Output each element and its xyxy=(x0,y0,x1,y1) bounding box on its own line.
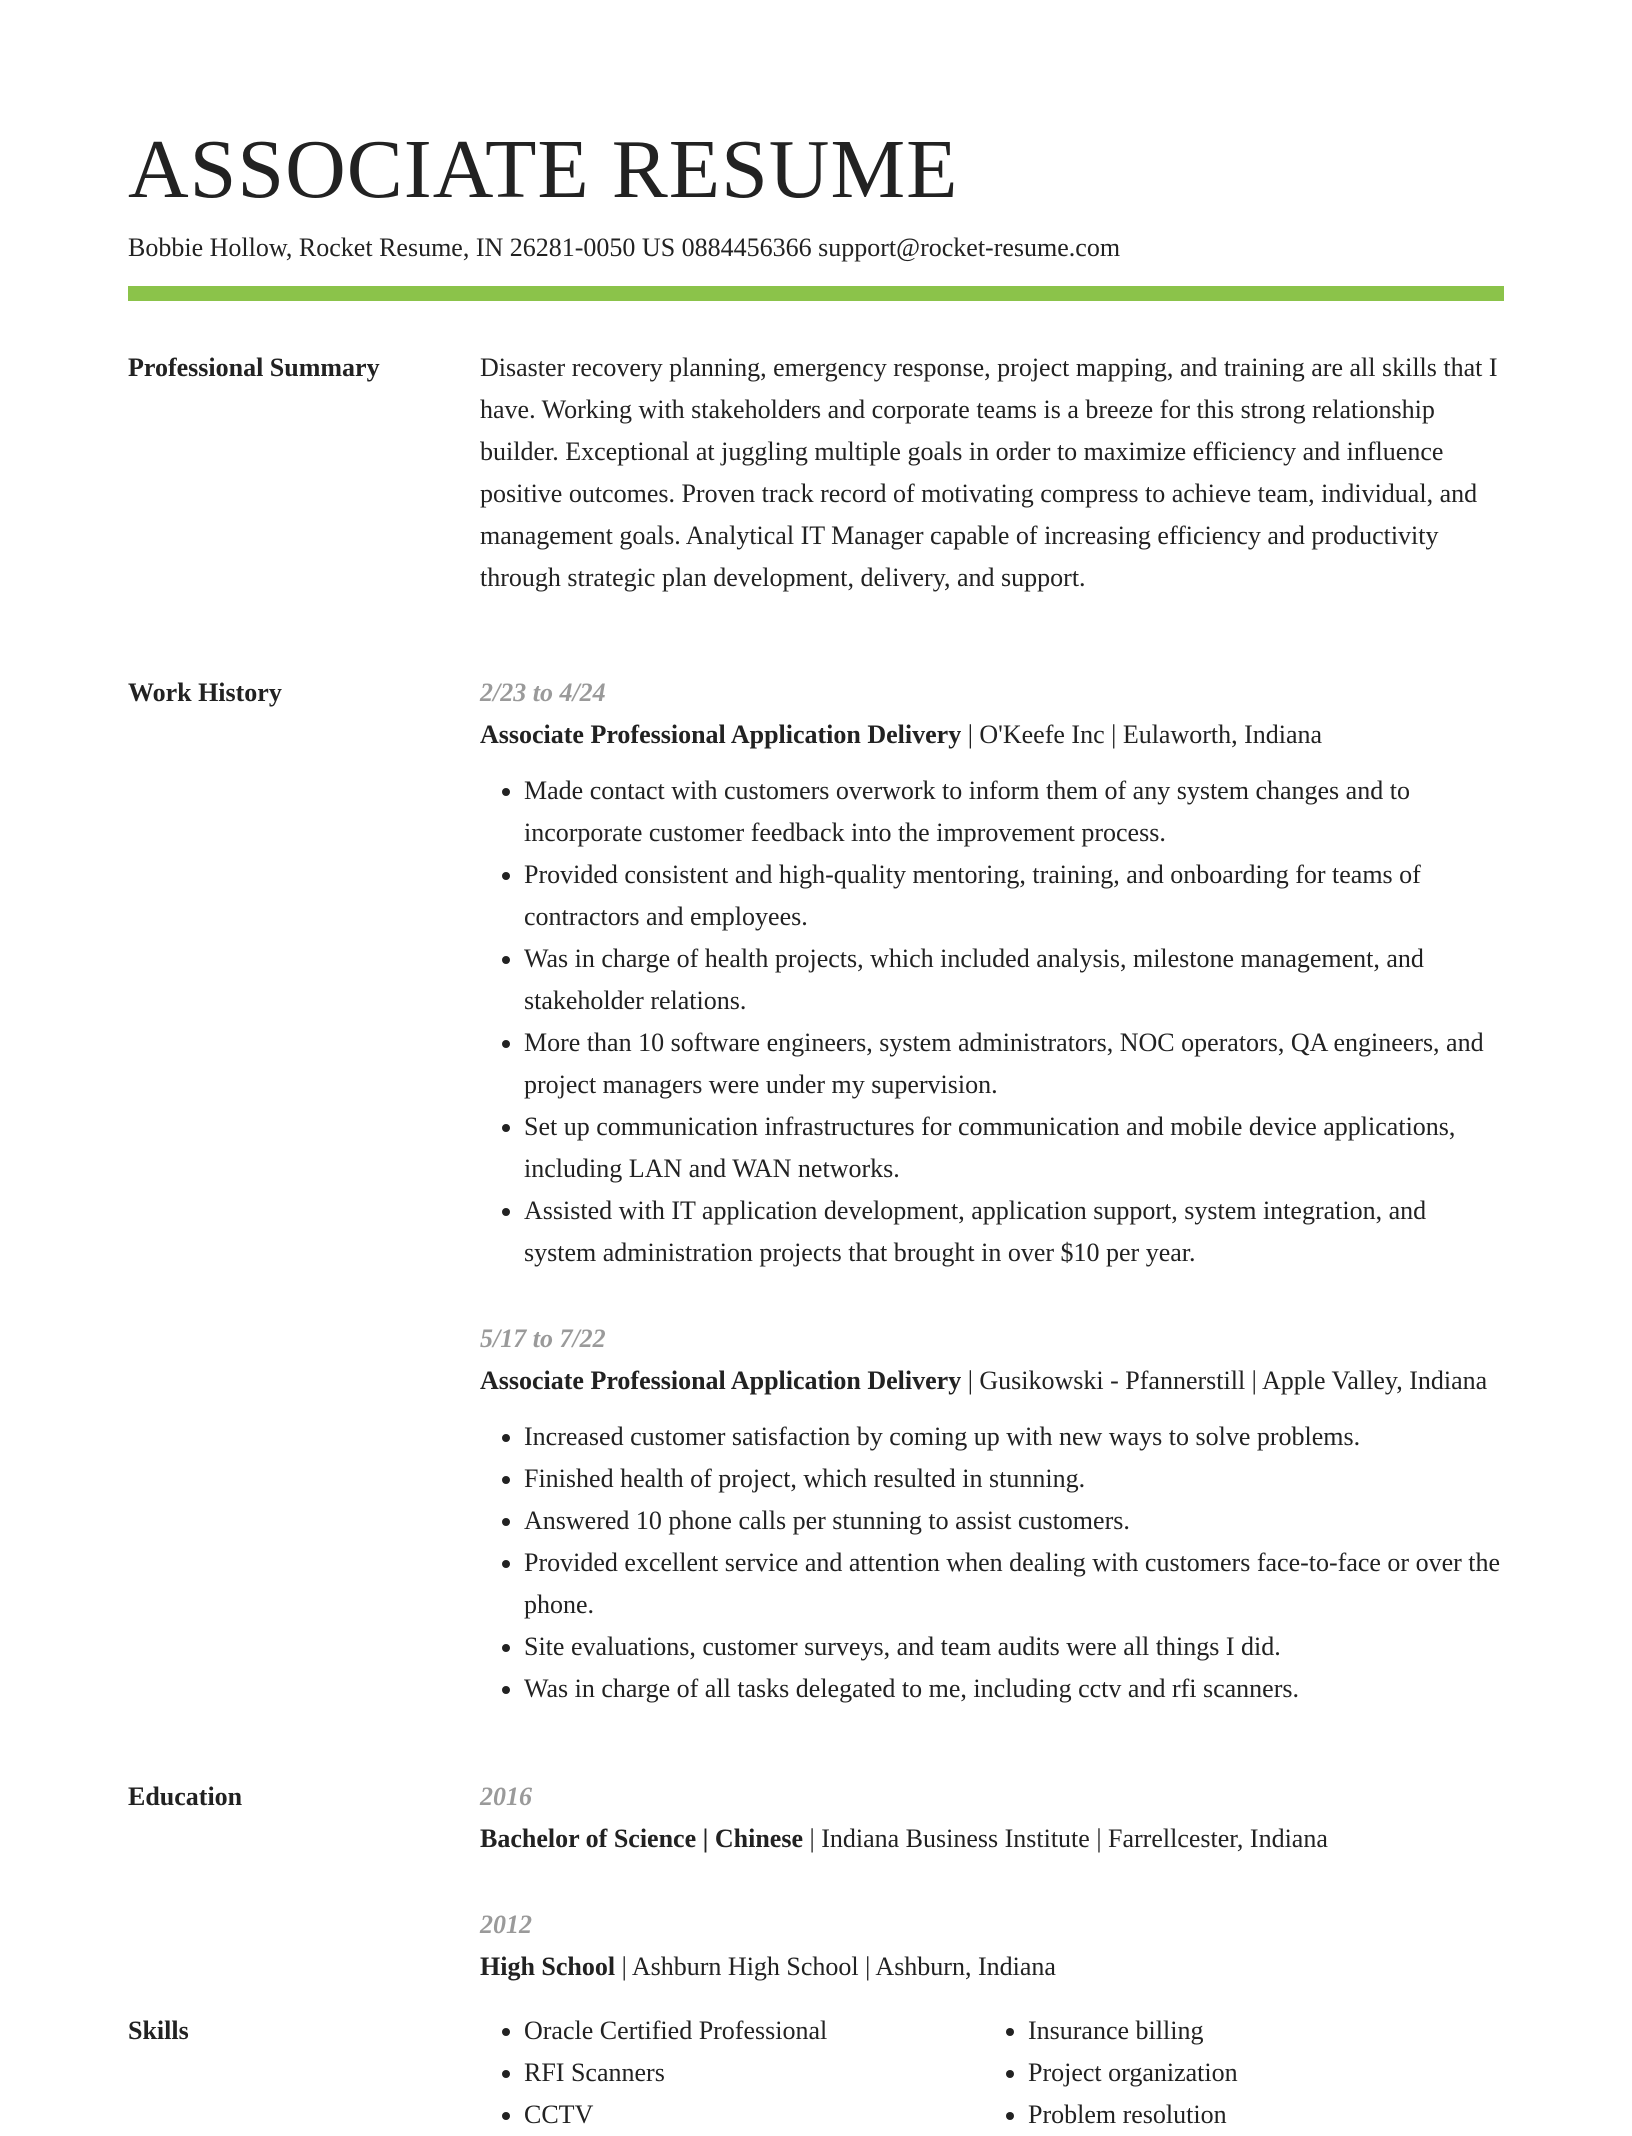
job-date: 5/17 to 7/22 xyxy=(480,1324,606,1353)
skill-item: • Insurance billing xyxy=(1028,2010,1488,2052)
job-bullet: • Made contact with customers overwork to inform them of any system changes and to incorporate customer feedback into the improvement process. xyxy=(524,770,1504,854)
skills-label: Skills xyxy=(128,2016,189,2045)
education-entry xyxy=(480,1776,1504,1860)
skills-section xyxy=(480,2010,1504,2136)
skill-item: • Project organization xyxy=(1028,2052,1488,2094)
job-headline xyxy=(480,714,1504,756)
job-bullet: • Site evaluations, customer surveys, and team audits were all things I did. xyxy=(524,1626,1504,1668)
work-history-section xyxy=(480,672,1504,1710)
skill-item: • Oracle Certified Professional xyxy=(524,2010,984,2052)
resume-title: ASSOCIATE RESUME xyxy=(128,123,959,216)
job-bullet: • Set up communication infrastructures for communication and mobile device applications, including LAN and WAN networks. xyxy=(524,1106,1504,1190)
education-date: 2016 xyxy=(480,1782,532,1811)
job-bullet: • Assisted with IT application development, application support, system integration, and system administration projects that brought in over $10 per year. xyxy=(524,1190,1504,1274)
summary-text: Disaster recovery planning, emergency response, project mapping, and training are all skills that I have. Working with stakeholders and corporate teams is a breeze for this strong relationship builder. Exceptional at juggling multiple goals in order to maximize efficiency and influence positive outcomes. Proven track record of motivating compress to achieve team, individual, and management goals. Analytical IT Manager capable of increasing efficiency and productivity through strategic plan development, delivery, and support. xyxy=(480,353,1498,592)
job-bullet-list xyxy=(480,1416,1504,1710)
job-title: Associate Professional Application Delivery xyxy=(480,1366,962,1395)
job-headline xyxy=(480,1360,1504,1402)
skills-list-right xyxy=(984,2010,1488,2136)
education-degree: High School xyxy=(480,1952,616,1981)
job-bullet: • Provided consistent and high-quality mentoring, training, and onboarding for teams of contractors and employees. xyxy=(524,854,1504,938)
summary-label: Professional Summary xyxy=(128,353,380,382)
accent-rule xyxy=(128,286,1504,301)
education-headline xyxy=(480,1946,1504,1988)
resume-page xyxy=(128,0,1504,2129)
education-details: | Indiana Business Institute | Farrellcester, Indiana xyxy=(802,1824,1328,1853)
skills-list-left xyxy=(480,2010,984,2136)
job-bullet: • Was in charge of all tasks delegated to me, including cctv and rfi scanners. xyxy=(524,1668,1504,1710)
skill-item: • RFI Scanners xyxy=(524,2052,984,2094)
skill-item: • CCTV xyxy=(524,2094,984,2136)
education-degree: Bachelor of Science | Chinese xyxy=(480,1824,803,1853)
job-entry xyxy=(480,672,1504,1274)
job-details: | Gusikowski - Pfannerstill | Apple Valley, Indiana xyxy=(961,1366,1488,1395)
job-bullet: • Answered 10 phone calls per stunning to assist customers. xyxy=(524,1500,1504,1542)
job-title: Associate Professional Application Delivery xyxy=(480,720,962,749)
job-bullet: • Provided excellent service and attention when dealing with customers face-to-face or over the phone. xyxy=(524,1542,1504,1626)
work-history-label: Work History xyxy=(128,678,282,707)
job-bullet: • More than 10 software engineers, system administrators, NOC operators, QA engineers, and project managers were under my supervision. xyxy=(524,1022,1504,1106)
job-bullet-list xyxy=(480,770,1504,1274)
job-date: 2/23 to 4/24 xyxy=(480,678,606,707)
job-entry xyxy=(480,1318,1504,1710)
education-details: | Ashburn High School | Ashburn, Indiana xyxy=(615,1952,1056,1981)
education-date: 2012 xyxy=(480,1910,532,1939)
education-headline xyxy=(480,1818,1504,1860)
education-label: Education xyxy=(128,1782,243,1811)
skills-columns xyxy=(480,2010,1504,2136)
education-section xyxy=(480,1776,1504,1988)
summary-section xyxy=(480,347,1504,599)
education-entry xyxy=(480,1904,1504,1988)
job-bullet: • Was in charge of health projects, which included analysis, milestone management, and stakeholder relations. xyxy=(524,938,1504,1022)
job-bullet: • Finished health of project, which resulted in stunning. xyxy=(524,1458,1504,1500)
job-bullet: • Increased customer satisfaction by coming up with new ways to solve problems. xyxy=(524,1416,1504,1458)
skill-item: • Problem resolution xyxy=(1028,2094,1488,2136)
job-details: | O'Keefe Inc | Eulaworth, Indiana xyxy=(961,720,1323,749)
contact-line: Bobbie Hollow, Rocket Resume, IN 26281-0050 US 0884456366 support@rocket-resume.com xyxy=(128,233,1121,262)
